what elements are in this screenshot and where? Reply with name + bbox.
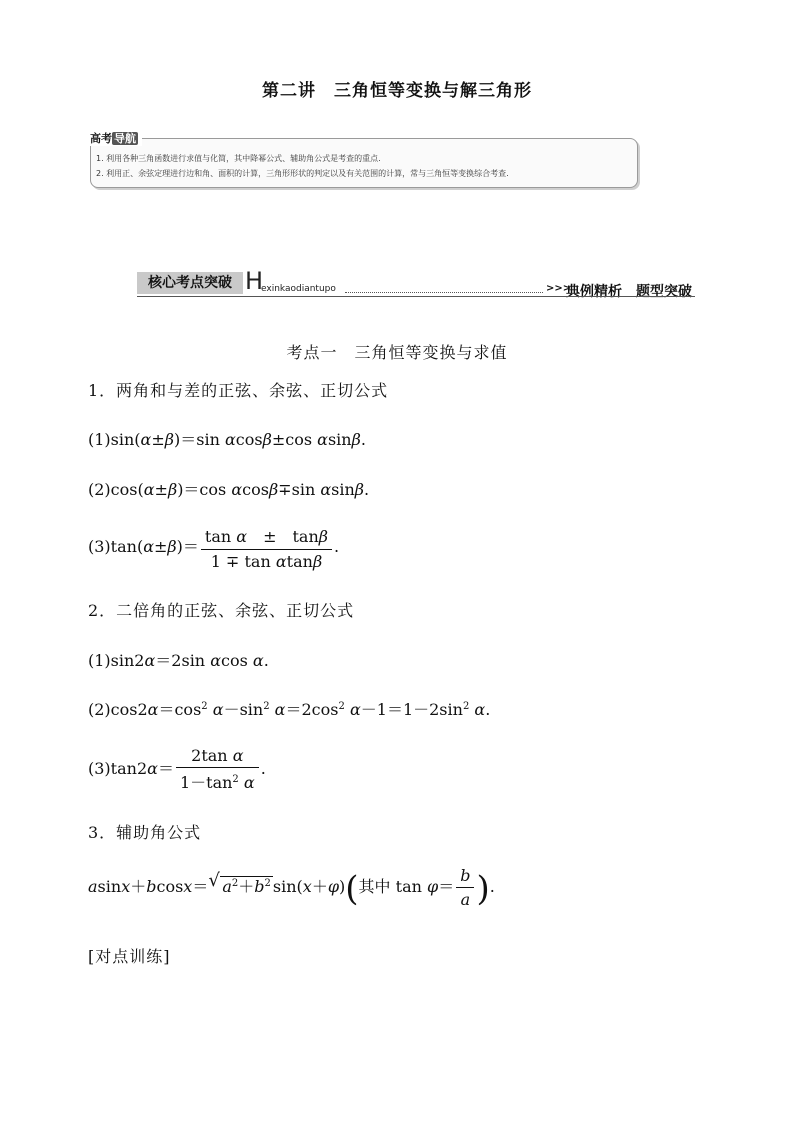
formula-cos-double: $(2)\cos 2\alpha=\cos^2$ $\alpha-\sin^2$ $\alpha=2\cos^2$ $\alpha-1=1-2\sin^2$ α. <box>88 700 491 719</box>
exam-guide-tag-right: 导航 <box>114 132 136 145</box>
section-bar-dotted-line <box>345 292 543 293</box>
exam-guide-line-1: 1. 利用各种三角函数进行求值与化简，其中降幂公式、辅助角公式是考查的重点. <box>96 154 381 163</box>
section-bar-baseline <box>137 296 695 297</box>
exam-guide-tag-left: 高考 <box>90 132 112 145</box>
section-heading-3: 3．辅助角公式 <box>88 823 202 842</box>
section-heading-2: 2．二倍角的正弦、余弦、正切公式 <box>88 601 355 620</box>
fraction: $\frac{\text{2tan α}}{1-\tan^2 \alpha}$ <box>176 746 259 793</box>
chevron-right-icon: >>> <box>546 283 572 294</box>
section-bar-right-text: 典例精析 题型突破 <box>566 284 692 300</box>
section-heading-1: 1．两角和与差的正弦、余弦、正切公式 <box>88 381 389 400</box>
formula-sin-double: (1)sin2α＝2sin αcos α. <box>88 651 269 670</box>
fraction: $\frac{\text{tan α ± tanβ}}{\text{1 ∓ tan αtanβ}}$ <box>201 524 332 571</box>
fraction: $\frac{b}{a}$ <box>456 866 474 909</box>
formula-tan-sum: (3)tan(α±β)＝ $\frac{\text{tan α ± tanβ}}{\text{1 ∓ tan αtanβ}}$ . <box>88 524 339 571</box>
formula-auxiliary-angle: asinx＋bcosx＝ √ $a^2+b^2$ sin(x＋φ)(其中 tan φ＝ $\frac{b}{a}$ ). <box>88 866 495 909</box>
formula-cos-sum: (2)cos(α±β)＝cos αcosβ∓sin αsinβ. <box>88 480 370 499</box>
kaodian-title: 考点一 三角恒等变换与求值 <box>286 343 508 362</box>
training-label: [对点训练] <box>88 947 171 966</box>
exam-guide-line-2: 2. 利用正、余弦定理进行边和角、面积的计算，三角形形状的判定以及有关范围的计算，常与三角恒等变换综合考查. <box>96 169 509 178</box>
section-bar-initial: H <box>245 267 264 295</box>
square-root: √ $a^2+b^2$ <box>208 870 271 896</box>
exam-guide-tag <box>88 130 142 146</box>
section-bar-pinyin: exinkaodiantupo <box>261 284 336 294</box>
formula-sin-sum: (1)sin(α±β)＝sin αcosβ±cos αsinβ. <box>88 430 366 449</box>
section-bar-label: 核心考点突破 <box>137 272 245 294</box>
page-title: 第二讲 三角恒等变换与解三角形 <box>262 81 532 101</box>
formula-tan-double: (3)tan2α＝ $\frac{\text{2tan α}}{1-\tan^2 \alpha}$ . <box>88 746 266 792</box>
